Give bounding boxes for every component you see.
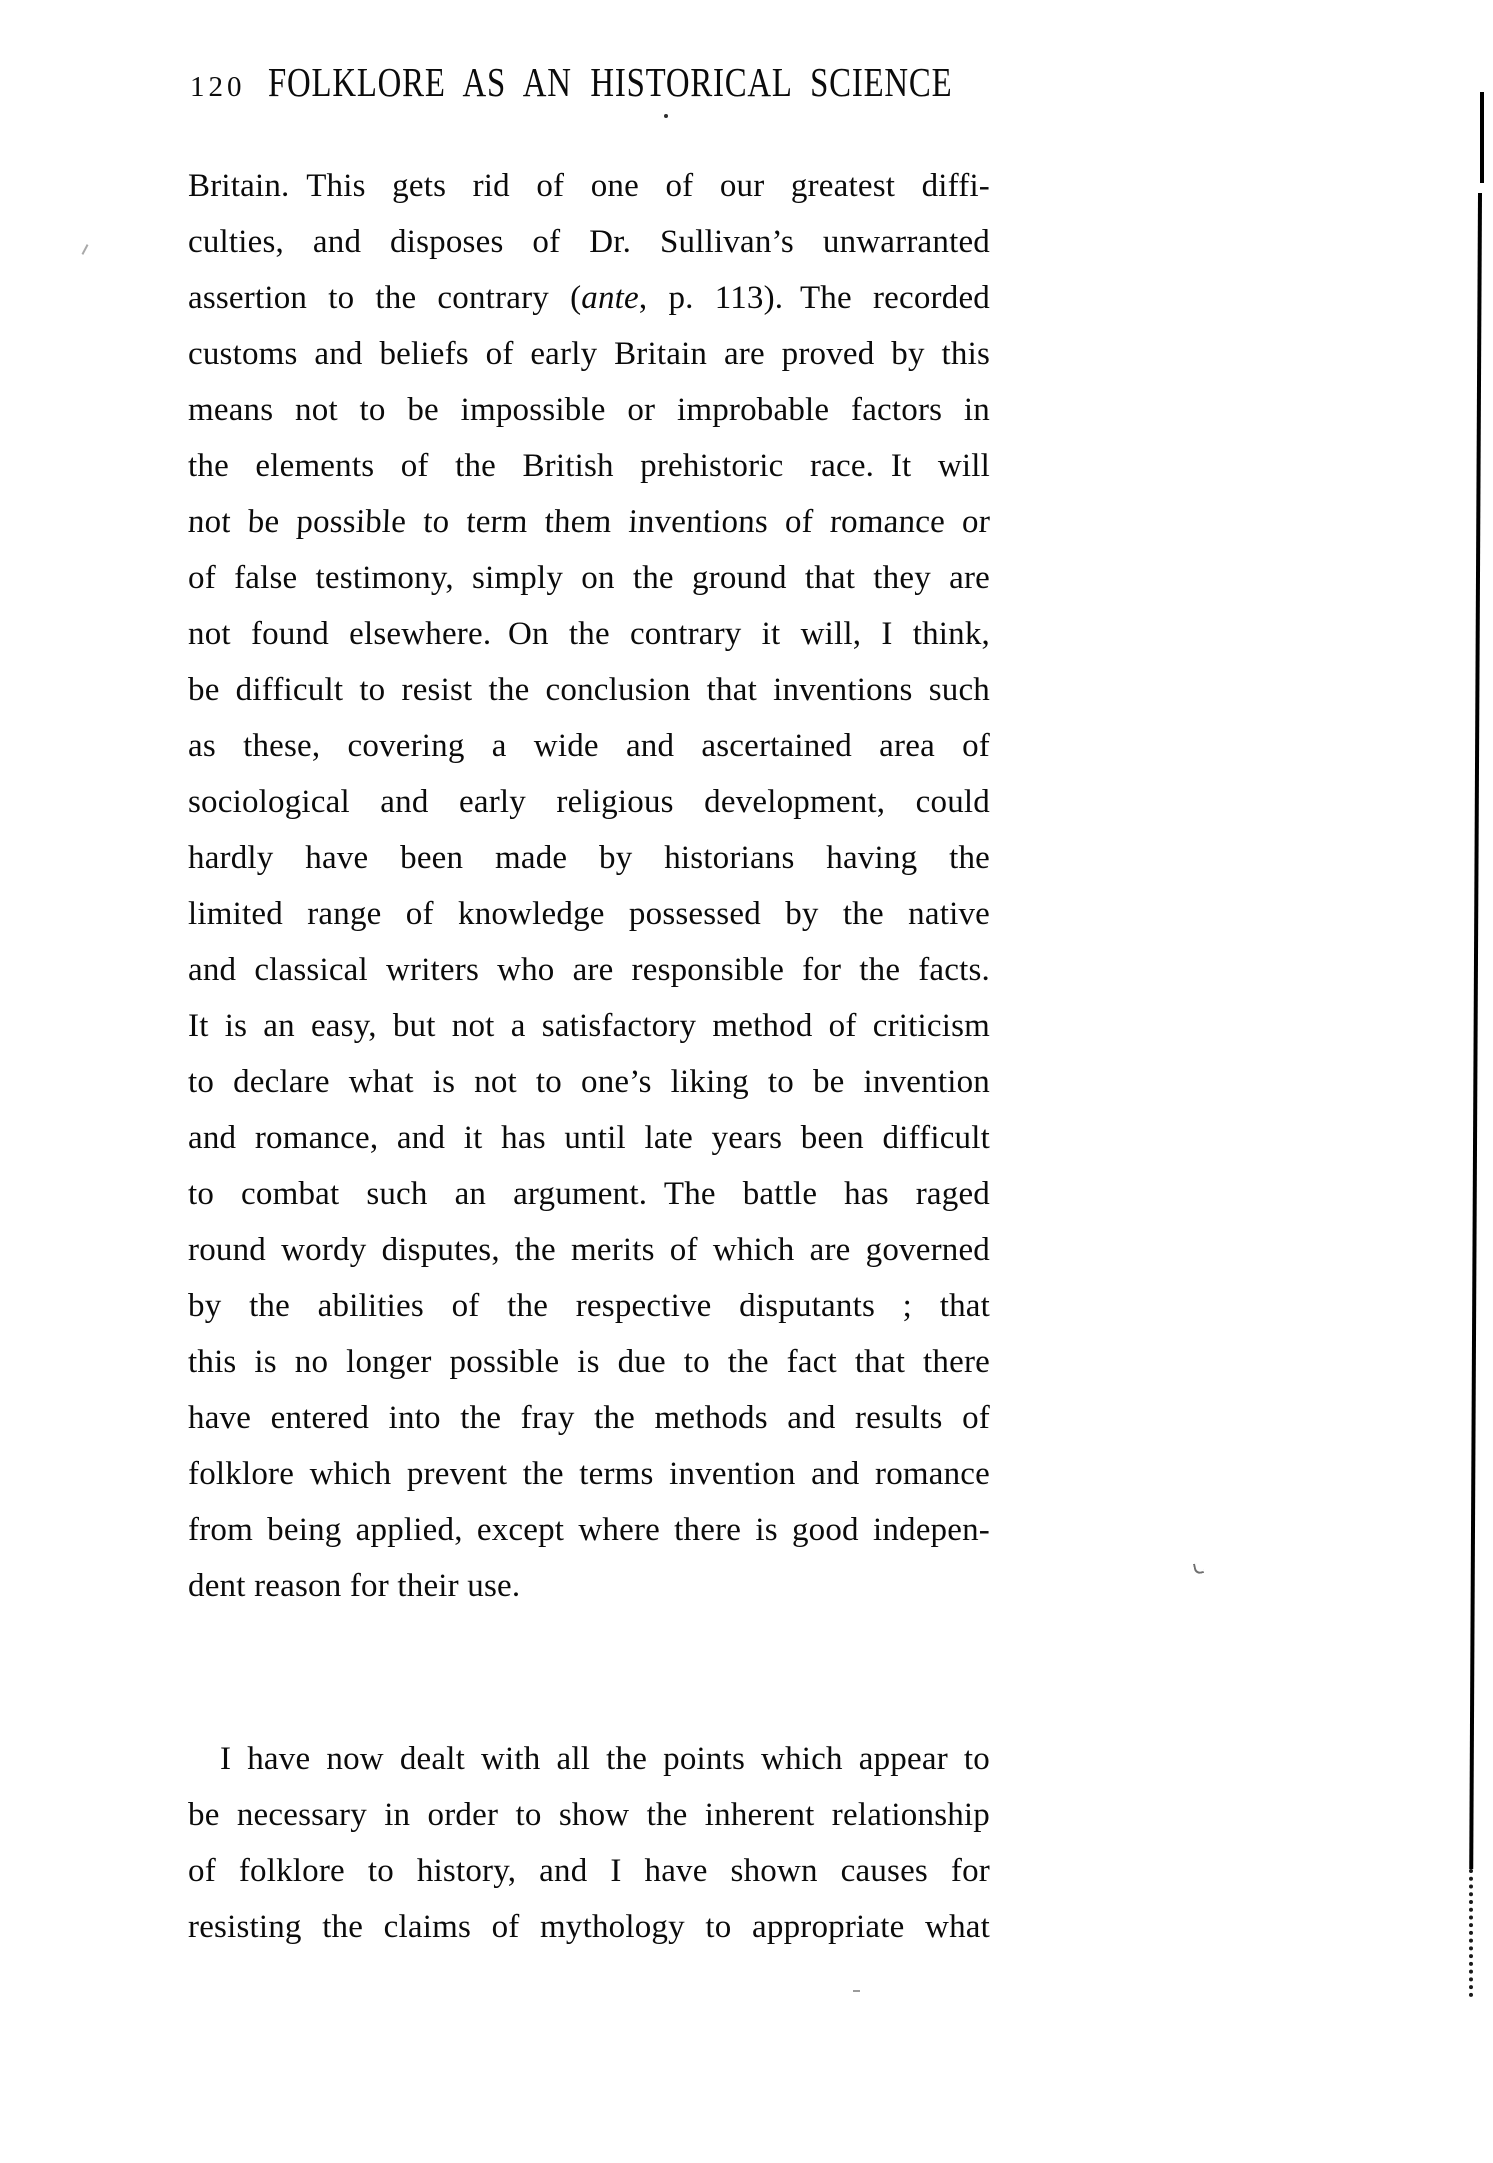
text-line: as these, covering a wide and ascertained area of	[188, 728, 990, 764]
text-line: resisting the claims of mythology to appropriate what	[188, 1909, 990, 1945]
text-line: the elements of the British prehistoric race. It will	[188, 448, 990, 484]
text-line: to combat such an argument. The battle has raged	[188, 1176, 990, 1212]
text-line: by the abilities of the respective disputants ; that	[188, 1288, 990, 1324]
text-line: sociological and early religious development, could	[188, 784, 990, 820]
text-line: and classical writers who are responsible for the facts.	[188, 952, 990, 988]
scan-edge-line-main	[1469, 193, 1482, 1869]
scan-speck	[82, 244, 89, 255]
scan-speck	[1193, 1562, 1204, 1575]
text-line: round wordy disputes, the merits of which are governed	[188, 1232, 990, 1268]
text-line: and romance, and it has until late years been difficult	[188, 1120, 990, 1156]
text-line: from being applied, except where there is good indepen-	[188, 1512, 990, 1548]
text-line: to declare what is not to one’s liking to be invention	[188, 1064, 990, 1100]
text-line: of folklore to history, and I have shown causes for	[188, 1853, 990, 1889]
text-line: of false testimony, simply on the ground that they are	[188, 560, 990, 596]
text-line: It is an easy, but not a satisfactory method of criticism	[188, 1008, 990, 1044]
paragraph-2	[188, 1731, 990, 1955]
text-line: assertion to the contrary (ante, p. 113). The recorded	[188, 280, 990, 316]
text-line: means not to be impossible or improbable factors in	[188, 392, 990, 428]
text-line: customs and beliefs of early Britain are proved by this	[188, 336, 990, 372]
scan-edge-line-top	[1480, 92, 1484, 183]
text-line: folklore which prevent the terms invention and romance	[188, 1456, 990, 1492]
text-line: hardly have been made by historians having the	[188, 840, 990, 876]
text-line: be necessary in order to show the inherent relationship	[188, 1797, 990, 1833]
scan-speck	[853, 1990, 860, 1992]
text-line: limited range of knowledge possessed by the native	[188, 896, 990, 932]
paragraph-1	[188, 158, 990, 1614]
header-title: FOLKLORE AS AN HISTORICAL SCIENCE	[267, 59, 952, 105]
text-line: culties, and disposes of Dr. Sullivan’s unwarranted	[188, 224, 990, 260]
text-line: dent reason for their use.	[188, 1568, 521, 1604]
text-line: be difficult to resist the conclusion that inventions such	[188, 672, 990, 708]
running-head	[190, 58, 1123, 106]
text-line: not found elsewhere. On the contrary it will, I think,	[188, 616, 990, 652]
scan-edge-line-dotted-tail	[1469, 1869, 1473, 1997]
text-line: not be possible to term them inventions of romance or	[187, 504, 991, 540]
page-number: 120	[190, 71, 246, 103]
text-line: have entered into the fray the methods and results of	[188, 1400, 990, 1436]
text-line: this is no longer possible is due to the fact that there	[188, 1344, 990, 1380]
scan-speck	[664, 114, 668, 118]
text-line: Britain. This gets rid of one of our greatest diffi-	[188, 168, 990, 204]
text-line: I have now dealt with all the points which appear to	[220, 1741, 990, 1777]
